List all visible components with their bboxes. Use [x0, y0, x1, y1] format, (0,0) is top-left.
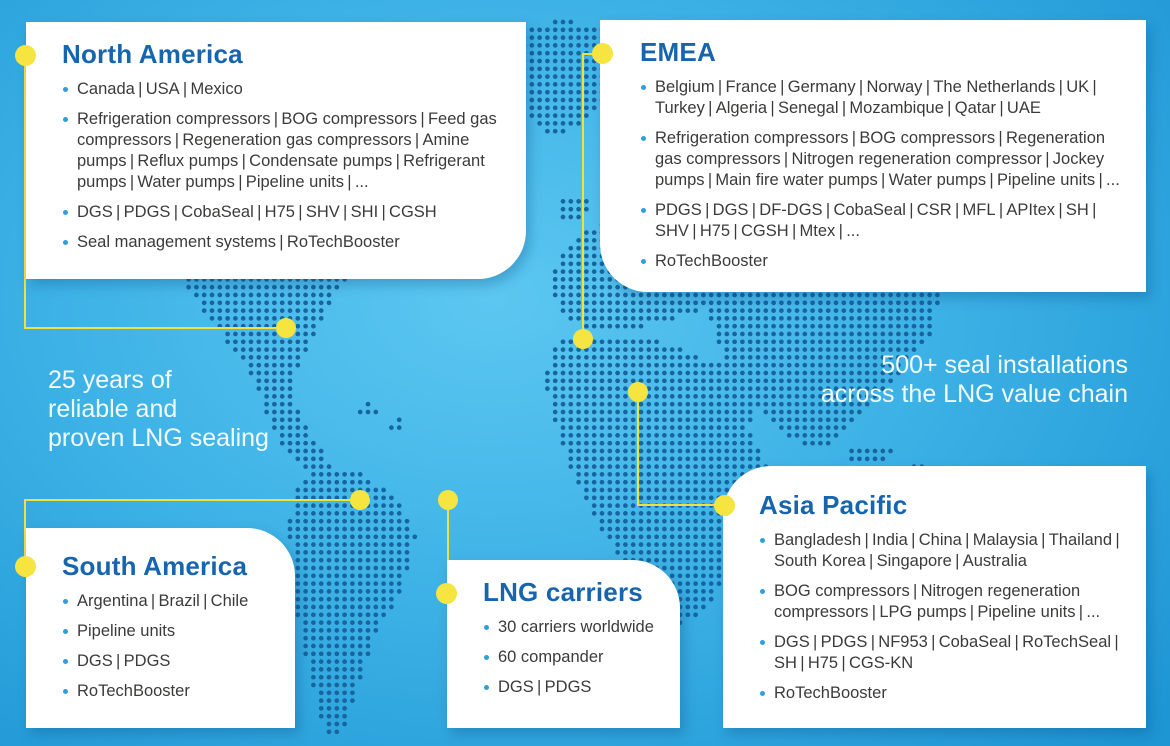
stat-line: 500+ seal installations	[881, 351, 1128, 379]
card-marker-north-america	[15, 45, 36, 66]
card-marker-south-america	[15, 556, 36, 577]
card-marker-emea	[592, 43, 613, 64]
card-bullet-list	[62, 591, 279, 702]
card-bullet: DGS | PDGS | CobaSeal | H75 | SHV | SHI | CGSH	[62, 202, 500, 223]
card-bullet: 60 compander	[483, 647, 666, 668]
card-title: South America	[62, 551, 248, 581]
card-bullet: DGS | PDGS	[483, 677, 666, 698]
stat-line: 25 years of	[48, 366, 172, 394]
connector-line-south-america-h	[24, 499, 360, 501]
card-bullet: Refrigeration compressors | BOG compressors | Regeneration gas compressors | Nitrogen regeneration compressor | Jockey pumps | Main fire water pumps | Water pumps | Pipeline units | ...	[640, 128, 1122, 191]
connector-line-asia-pacific-h	[637, 504, 725, 506]
card-bullet-list	[62, 79, 500, 253]
card-bullet: DGS | PDGS | NF953 | CobaSeal | RoTechSeal | SH | H75 | CGS-KN	[759, 632, 1126, 674]
map-marker-lng-carriers	[438, 490, 458, 510]
card-emea	[600, 20, 1146, 292]
card-bullet: Argentina | Brazil | Chile	[62, 591, 279, 612]
connector-line-asia-pacific-v	[637, 392, 639, 505]
card-bullet: PDGS | DGS | DF-DGS | CobaSeal | CSR | MFL | APItex | SH | SHV | H75 | CGSH | Mtex | ...	[640, 200, 1122, 242]
card-north-america	[26, 22, 526, 279]
stat-25-years	[48, 366, 269, 453]
card-bullet-list	[483, 617, 666, 698]
card-bullet: BOG compressors | Nitrogen regeneration compressors | LPG pumps | Pipeline units | ...	[759, 581, 1126, 623]
card-title: North America	[62, 39, 243, 69]
map-marker-north-america	[276, 318, 296, 338]
card-bullet: 30 carriers worldwide	[483, 617, 666, 638]
card-bullet-list	[759, 530, 1126, 704]
card-marker-asia-pacific	[714, 495, 735, 516]
map-marker-middle-east	[628, 382, 648, 402]
card-bullet: Refrigeration compressors | BOG compressors | Feed gas compressors | Regeneration gas compressors | Amine pumps | Reflux pumps | Condensate pumps | Refrigerant pumps | Water pumps | Pipeline units | ...	[62, 109, 500, 193]
stat-line: proven LNG sealing	[48, 424, 269, 452]
card-bullet: Canada | USA | Mexico	[62, 79, 500, 100]
card-bullet: RoTechBooster	[640, 251, 1122, 272]
card-marker-lng-carriers	[436, 583, 457, 604]
card-lng-carriers	[447, 560, 680, 728]
connector-line-north-america-h	[24, 327, 286, 329]
map-marker-europe	[573, 329, 593, 349]
card-asia-pacific	[723, 466, 1146, 728]
card-bullet-list	[640, 77, 1122, 272]
card-bullet: DGS | PDGS	[62, 651, 279, 672]
card-bullet: RoTechBooster	[759, 683, 1126, 704]
stat-line: reliable and	[48, 395, 178, 423]
connector-line-emea-v	[582, 53, 584, 339]
card-bullet: RoTechBooster	[62, 681, 279, 702]
map-marker-south-america	[350, 490, 370, 510]
card-title: EMEA	[640, 37, 716, 67]
stat-line: across the LNG value chain	[820, 380, 1128, 408]
card-title: LNG carriers	[483, 577, 643, 607]
card-bullet: Bangladesh | India | China | Malaysia | Thailand | South Korea | Singapore | Australia	[759, 530, 1126, 572]
card-south-america	[26, 528, 295, 728]
card-bullet: Pipeline units	[62, 621, 279, 642]
card-bullet: Seal management systems | RoTechBooster	[62, 232, 500, 253]
card-title: Asia Pacific	[759, 490, 908, 520]
card-bullet: Belgium | France | Germany | Norway | The Netherlands | UK | Turkey | Algeria | Senegal | Mozambique | Qatar | UAE	[640, 77, 1122, 119]
stat-500-installations	[821, 351, 1128, 409]
